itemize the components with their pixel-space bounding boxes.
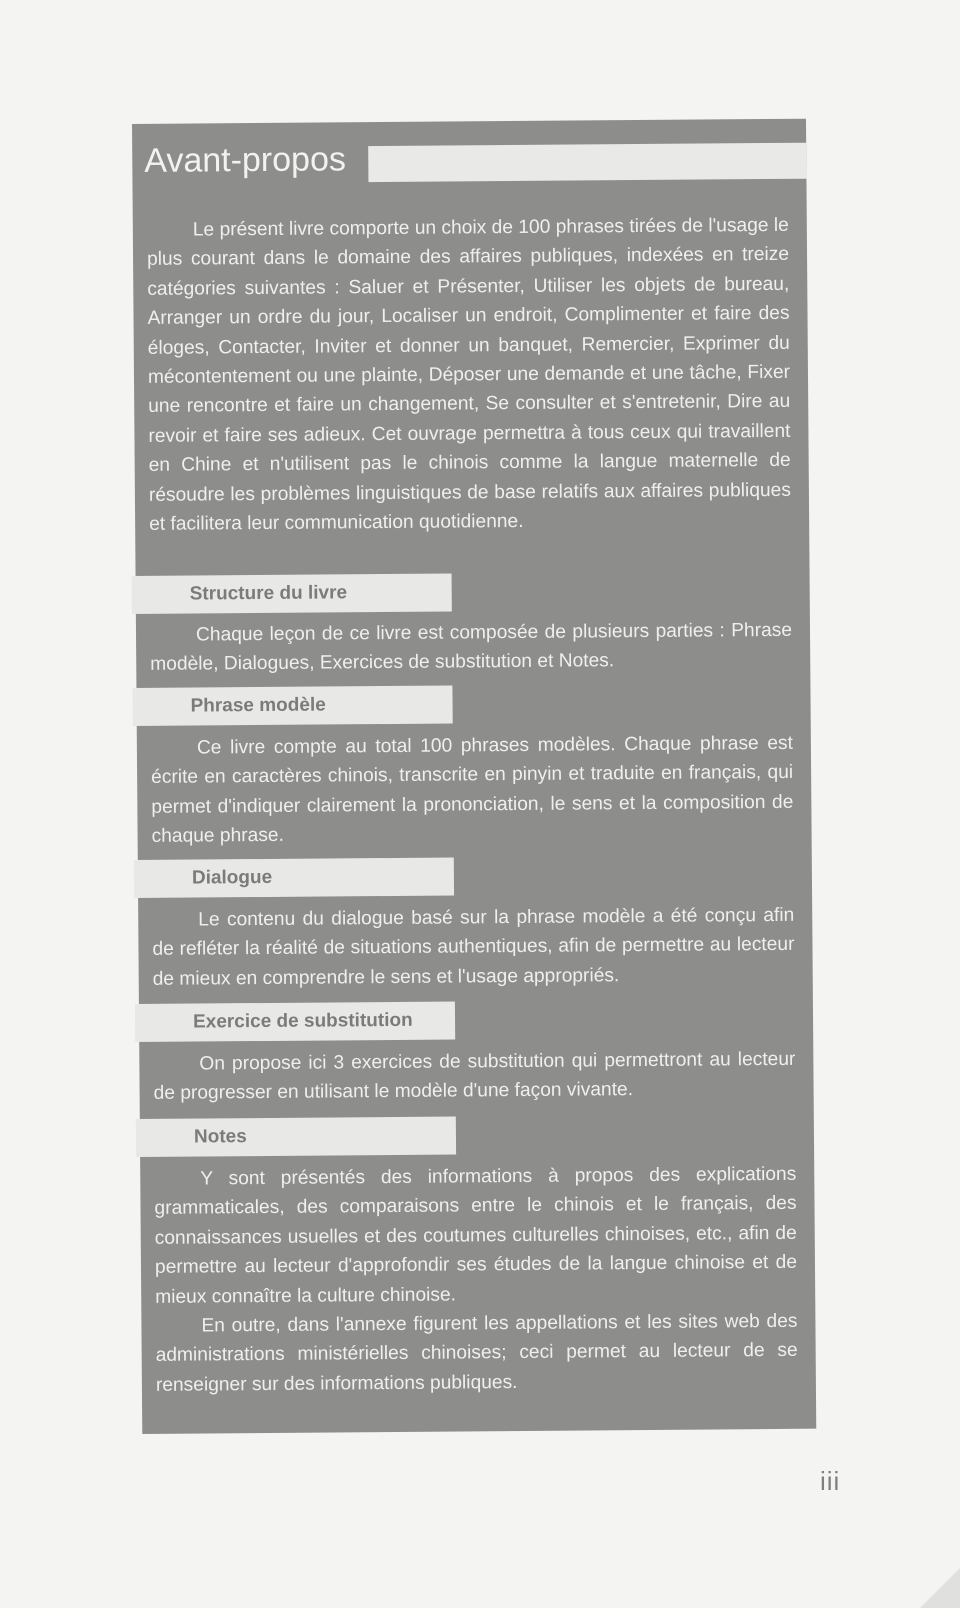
page-curl-decor xyxy=(920,1568,960,1608)
paragraph: Le présent livre comporte un choix de 100 phrases tirées de l'usage le plus courant dans le domaine des affaires publiques, indexées en treize catégories suivantes : Saluer et Présenter, Utiliser les objets de bureau, Arranger un ordre du jour, Localiser un endroit, Complimenter et faire des éloges, Contacter, Inviter et donner un banquet, Remercier, Exprimer du mécontentement ou une plainte, Déposer une demande et une tâche, Fixer une rencontre et faire un changement, Se consulter et s'entretenir, Dire au revoir et faire ses adieux. Cet ouvrage permettra à tous ceux qui travaillent en Chine et n'utilisent pas le chinois comme la langue maternelle de résoudre les problèmes linguistiques de base relatifs aux affaires publiques et facilitera leur communication quotidienne. xyxy=(146,214,791,535)
intro-text xyxy=(133,211,810,540)
section-text xyxy=(136,616,810,680)
paragraph: Chaque leçon de ce livre est composée de plusieurs parties : Phrase modèle, Dialogues, Exercices de substitution et Notes. xyxy=(150,619,793,676)
paragraph: Le contenu du dialogue basé sur la phrase modèle a été conçu afin de refléter la réalité de situations authentiques, afin de permettre au lecteur de mieux en comprendre le sens et l'usage appropriés. xyxy=(152,904,795,990)
foreword-panel xyxy=(132,119,816,1434)
section-heading: Exercice de substitution xyxy=(135,1001,455,1042)
section-heading: Structure du livre xyxy=(132,574,452,615)
section-text xyxy=(138,901,813,995)
paragraph: En outre, dans l'annexe figurent les appellations et les sites web des administrations ministérielles chinoises; ceci permet au lecteur de se renseigner sur des informations publiques. xyxy=(155,1310,798,1396)
section-heading: Notes xyxy=(136,1116,456,1157)
page-title: Avant-propos xyxy=(144,140,347,180)
page-number: iii xyxy=(820,1466,841,1496)
paragraph: Y sont présentés des informations à propos des explications grammaticales, des comparaisons entre le chinois et le français, des connaissances usuelles et des coutumes culturelles chinoises, etc., afin de permettre au lecteur d'approfondir ses études de la langue chinoise et de mieux connaître la culture chinoise. xyxy=(154,1163,798,1308)
paragraph: Ce livre compte au total 100 phrases modèles. Chaque phrase est écrite en caractères chinois, transcrite en pinyin et traduite en français, qui permet d'indiquer clairement la prononciation, le sens et la composition de chaque phrase. xyxy=(151,732,794,848)
section-text xyxy=(140,1160,816,1401)
paragraph: On propose ici 3 exercices de substitution qui permettront au lecteur de progresser en utilisant le modèle d'une façon vivante. xyxy=(153,1048,796,1105)
section-text xyxy=(139,1045,813,1109)
title-decor-bar xyxy=(368,143,806,182)
section-heading: Dialogue xyxy=(134,857,454,898)
section-text xyxy=(137,729,812,852)
section-heading: Phrase modèle xyxy=(132,686,452,727)
title-row xyxy=(132,137,806,184)
